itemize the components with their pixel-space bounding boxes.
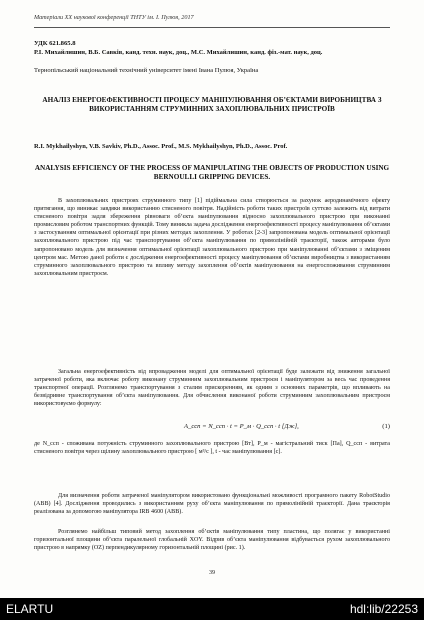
paragraph-intro: В захоплювальних пристроях струминного типу [1] підіймальна сила створюється за рахунок аеродинамічного ефекту притягання, що виникає завдяки використанню стисненого повітря. Надійність роботи таких пристроїв суттєво залежить від витрати стисненого повітря задля збереження рівноваги об’єкта маніпулювання відносно захоплювального пристрою при виконанні промисловим роботом транспортних функцій. Тому виникла задача дослідження енергоефективності процесу маніпулювання об’єктами з застосуванням оптимальної орієнтації при різних методах захоплення. У роботах [2-3] запропонована модель оптимальної орієнтації захоплювального пристрою під час транспортування об’єкта маніпулювання по прямолінійній траєкторії, також авторами було запропоновано модель для визначення оптимальної орієнтації захоплювального пристрою при маніпулюванні об’єктами з зміщеним центром мас. Метою даної роботи є дослідження енергоефективності процесу маніпулювання об’єктами виробництва з використанням струминного захоплювального пристрою та впливу методу захоплення об’єктів маніпулювання на енергоспоживання струминним захоплювальним пристроєм. (34, 198, 390, 277)
repository-footer (0, 598, 424, 620)
affiliation: Тернопільський національний технічний університет імені Івана Пулюя, Україна (34, 67, 259, 74)
udc-code: УДК 621.865.8 (34, 40, 76, 47)
authors-english: R.I. Mykhailyshyn, V.B. Savkiv, Ph.D., Assoc. Prof., M.S. Mykhailyshyn, Ph.D., Assoc. Prof. (34, 143, 288, 150)
paragraph-gripping-method: Розглянемо найбільш типовий метод захоплення об’єктів маніпулювання типу пластина, що полягає у використанні горизонтальної площини об’єкта паралельної глобальній XOY. Відрив об’єкта маніпулювання відбувається рухом захоплювального пристрою в напрямку (OZ) перпендикулярному горизонтальній площині (рис. 1). (34, 529, 390, 552)
paragraph-robotstudio: Для визначення роботи затраченої маніпулятором використовано функціональні можливості програмного пакету RobotStudio (ABB) [4]. Дослідження проводились з використанням руху об’єкта маніпулювання по прямолінійній траєкторії. Дана траєкторія реалізована за допомогою маніпулятора IRB 4600 (ABB). (34, 493, 390, 516)
repository-name: ELARTU (6, 602, 54, 616)
authors-ukrainian: Р.І. Михайлишин, В.Б. Савків, канд. техн. наук, доц., М.С. Михайлишин, канд. фіз.-мат. наук, доц. (34, 49, 323, 56)
title-english: ANALYSIS EFFICIENCY OF THE PROCESS OF MANIPULATING THE OBJECTS OF PRODUCTION USING BERNOULLI GRIPPING DEVICES. (34, 164, 390, 181)
header-rule (34, 27, 390, 28)
formula: A_ссп = N_ссп · t = P_м · Q_ссп · t [Дж], (184, 423, 299, 430)
handle-id: hdl:lib/22253 (349, 602, 418, 616)
paragraph-definitions: де N_ссп - споживана потужність струминного захоплювального пристрою [Вт], P_м - магістральний тиск [Па], Q_ссп - витрата стисненого повітря через щілину захоплювального пристрою [ м³/с ], t - час маніпулювання [с]. (34, 441, 390, 456)
title-ukrainian: АНАЛІЗ ЕНЕРГОЕФЕКТИВНОСТІ ПРОЦЕСУ МАНІПУЛЮВАННЯ ОБ’ЄКТАМИ ВИРОБНИЦТВА З ВИКОРИСТАННЯМ СТРУМИННИХ ЗАХОПЛЮВАЛЬНИХ ПРИСТРОЇВ (42, 96, 382, 113)
paragraph-efficiency: Загальна енергоефективність від впровадження моделі для оптимальної орієнтації буде залежати від зниження загальної затраченої роботи, яка включає роботу виконану струминним захоплювальним пристроєм і маніпулятором за весь час проведення транспортної операції. Розглянемо транспортування з сталим прискоренням, як одним з основних параметрів, що впливають на безвідривне транспортування об’єкта маніпулювання. Для обчислення виконаної роботи струминним захоплювальним пристроєм використовуємо формулу: (34, 369, 390, 408)
running-header: Матеріали XX наукової конференції ТНТУ ім. І. Пулюя, 2017 (34, 14, 194, 21)
page-number: 39 (209, 570, 215, 576)
equation-number: (1) (382, 423, 390, 430)
